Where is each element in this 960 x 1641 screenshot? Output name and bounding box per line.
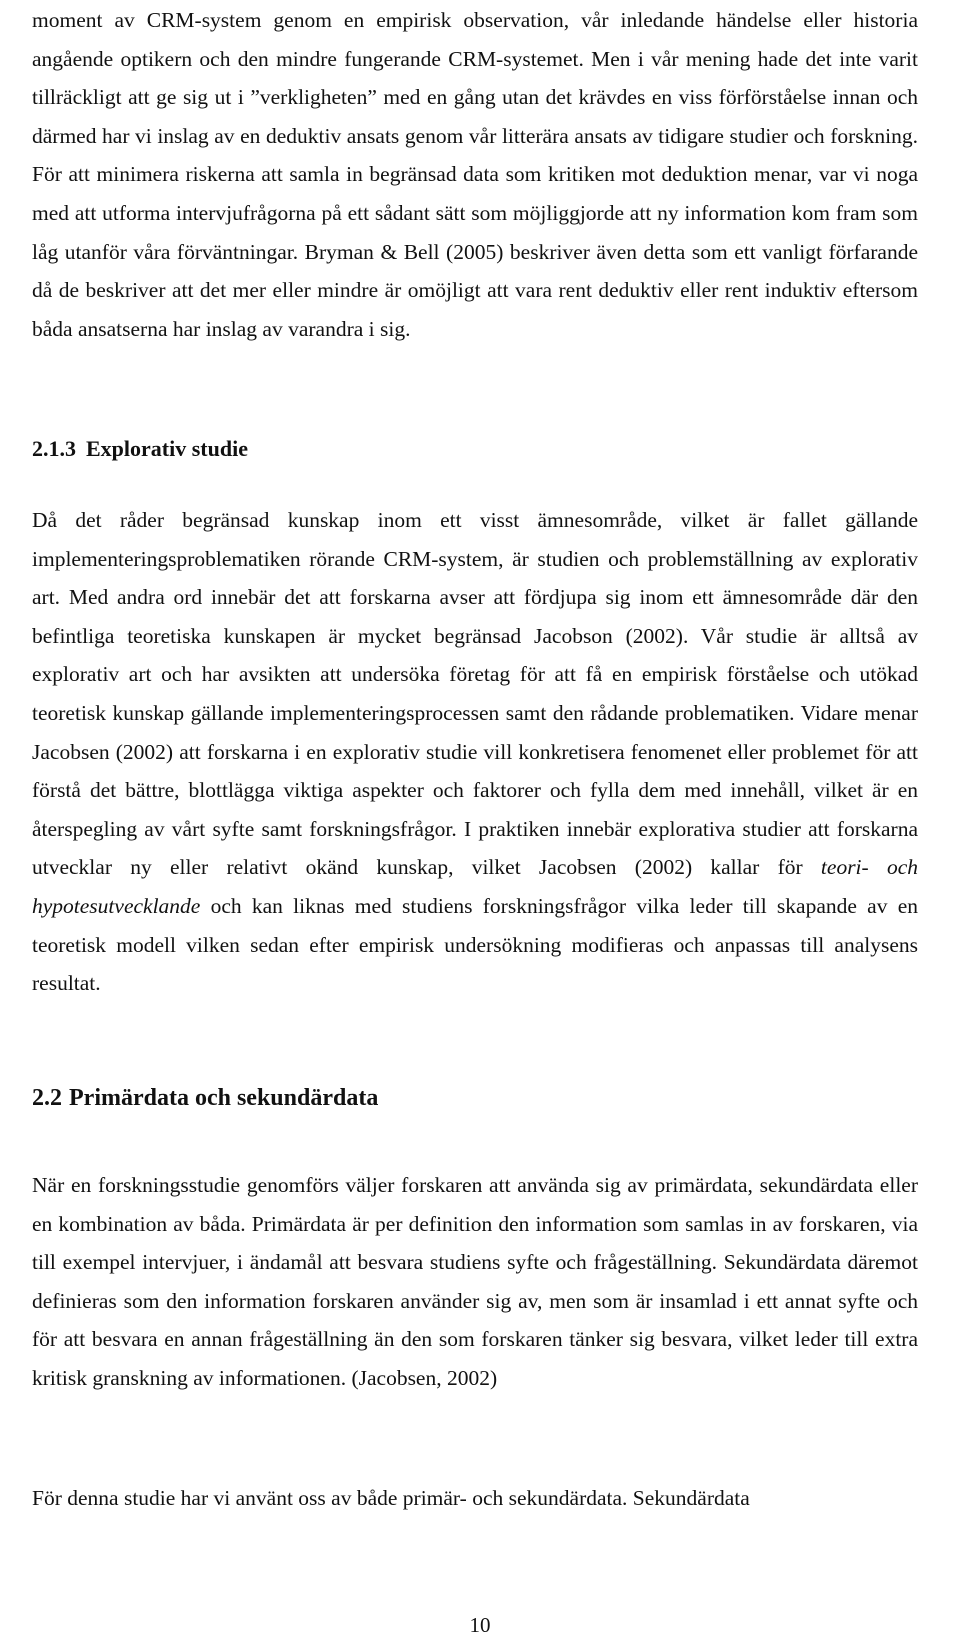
section-heading-2-1-3	[32, 434, 248, 464]
paragraph-text-continued: och kan liknas med studiens forskningsfrågor vilka leder till skapande av en teoretisk modell vilken sedan efter empirisk undersökning modifieras och anpassas till analysens resultat.	[32, 893, 918, 996]
paragraph-primardata-1: När en forskningsstudie genomförs väljer forskaren att använda sig av primärdata, sekundärdata eller en kombination av båda. Primärdata är per definition den information som samlas in av forskaren, via till exempel intervjuer, i ändamål att besvara studiens syfte och frågeställning. Sekundärdata däremot definieras som den information forskaren använder sig av, men som är insamlad i ett annat syfte och för att besvara en annan frågeställning än den som forskaren tänker sig besvara, vilket leder till extra kritisk granskning av informationen. (Jacobsen, 2002)	[32, 1173, 918, 1390]
section-number: 2.1.3	[32, 436, 76, 461]
paragraph-intro: moment av CRM-system genom en empirisk observation, vår inledande händelse eller historia angående optikern och den mindre fungerande CRM-systemet. Men i vår mening hade det inte varit tillräckligt att ge sig ut i ”verkligheten” med en gång utan det krävdes en viss förförståelse innan och därmed har vi inslag av en deduktiv ansats genom vår litterära ansats av tidigare studier och forskning. För att minimera riskerna att samla in begränsad data som kritiken mot deduktion menar, var vi noga med att utforma intervjufrågorna på ett sådant sätt som möjliggjorde att ny information kom fram som låg utanför våra förväntningar. Bryman & Bell (2005) beskriver även detta som ett vanligt förfarande då de beskriver att det mer eller mindre är omöjligt att vara rent deduktiv eller rent induktiv eftersom båda ansatserna har inslag av varandra i sig.	[32, 8, 918, 341]
paragraph-primardata-2: För denna studie har vi använt oss av både primär- och sekundärdata. Sekundärdata	[32, 1486, 750, 1510]
section-number: 2.2	[32, 1085, 62, 1111]
section-title: Explorativ studie	[86, 436, 248, 461]
page-number: 10	[469, 1613, 491, 1637]
section-heading-2-2	[32, 1082, 378, 1114]
paragraph-text: Då det råder begränsad kunskap inom ett visst ämnesområde, vilket är fallet gällande implementeringsproblematiken rörande CRM-system, är studien och problemställning av explorativ art. Med andra ord innebär det att forskarna avser att fördjupa sig inom ett ämnesområde där den befintliga teoretiska kunskapen är mycket begränsad Jacobson (2002). Vår studie är alltså av explorativ art och har avsikten att undersöka företag för att få en empirisk förståelse och utökad teoretisk kunskap gällande implementeringsprocessen samt den rådande problematiken. Vidare menar Jacobsen (2002) att forskarna i en explorativ studie vill konkretisera fenomenet eller problemet för att förstå det bättre, blottlägga viktiga aspekter och faktorer och fylla dem med innehåll, vilket är en återspegling av vårt syfte samt forskningsfrågor. I praktiken innebär explorativa studier att forskarna utvecklar ny eller relativt okänd kunskap, vilket Jacobsen (2002) kallar för	[32, 508, 918, 880]
italic-term: teori- och hypotesutvecklande	[32, 855, 918, 918]
section-title: Primärdata och sekundärdata	[69, 1085, 379, 1111]
paragraph-explorativ-studie	[32, 501, 918, 1003]
